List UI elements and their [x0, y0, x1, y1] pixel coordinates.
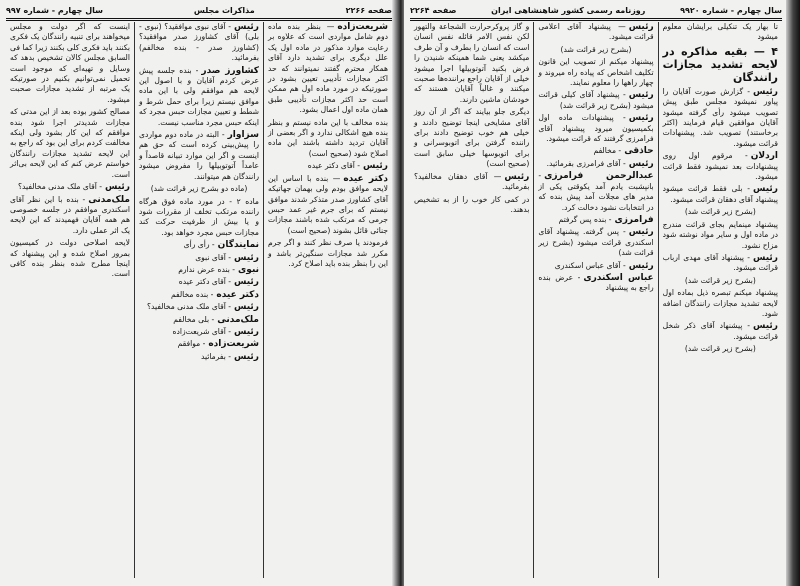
paragraph — [663, 288, 778, 319]
paragraph-text: - پیشنهادات ماده اول بکمیسیون میرود پیشنهاد آقای فرامرزی گرفتند که قرائت میشود. — [538, 113, 654, 144]
paragraph-text: (ماده دو بشرح زیر قرائت شد) — [150, 184, 248, 194]
text-column — [6, 22, 134, 578]
paragraph-text: و گاز پروکرحرارت الشجاعة والتهور لکن نفس الامر قائله نفس انسان است که انسان را بطرف و آن طرف میکشد یعنی شما همینکه شنیدن را فرض بکنید آتوتوبیلها اجرا میشود خیلی از آقایان راجع براننده‌ها صحبت میکنند و غالباً آقایان هستند که خودشان ماشین دارند. — [414, 22, 530, 104]
paragraph — [10, 22, 130, 105]
paragraph — [414, 107, 529, 169]
paragraph — [139, 66, 259, 128]
paragraph-text: دیگری جلو بیایند که اگر از آن روز آقای مشایخی اینجا توضیح دادند و خیلی هم خوب توضیح دادند برای راننده گرفتن برای اتوبوسرانی و برای اتوبوسها خیلی سابق است (صحیح است) — [414, 107, 530, 169]
speaker-name: رئیس — [234, 277, 259, 288]
page-title: مذاکرات مجلس — [193, 5, 255, 15]
newspaper-page-left — [0, 0, 398, 586]
paragraph — [663, 321, 778, 342]
speaker-name: رئیس — [753, 86, 778, 97]
paragraph — [663, 184, 778, 205]
page-header — [6, 4, 392, 21]
speaker-name: دکتر عیده — [216, 289, 259, 300]
paragraph-text: - آقای نبوی موافقید؟ (نبوی - بلی) آقای کشاورز صدر موافقید؟ (کشاورز صدر - بنده مخالفم) بفرمائید. — [139, 22, 259, 63]
issue-number: سال چهارم - شماره ۹۹۷ — [6, 5, 104, 15]
paragraph — [10, 107, 130, 180]
paragraph — [268, 161, 388, 171]
paragraph-text: - بنده عرض ندارم — [178, 264, 236, 274]
paragraph-text: (بشرح زیر قرائت شد) — [684, 344, 756, 354]
paragraph-text: - عرض بنده راجع به پیشنهاد — [538, 272, 654, 293]
speaker-name: نمایندگان — [217, 240, 259, 251]
paragraph — [538, 261, 653, 271]
text-column — [134, 22, 263, 578]
paragraph-text: - رأی رأی — [183, 240, 215, 250]
paragraph-text: - پیشنهاد آقای ذکر شخل قرائت میشود. — [662, 321, 778, 341]
paragraph — [10, 195, 130, 237]
paragraph — [663, 151, 778, 182]
paragraph — [538, 146, 653, 156]
paragraph-text: - آقای دکتر عیده — [178, 277, 232, 287]
speaker-name: رئیس — [504, 171, 530, 182]
speaker-name: عباس اسکندری — [583, 272, 654, 283]
paragraph — [268, 174, 388, 236]
page-edge-shadow — [786, 0, 800, 586]
paragraph — [139, 302, 259, 312]
paragraph — [139, 130, 259, 182]
paragraph-text: ۴ — بقیه مذاکره در لایحه تشدید مجازات رانندگان — [662, 44, 778, 84]
paragraph — [414, 195, 529, 216]
paragraph-text: فرمودند یا صرف نظر کنند و اگر جرم مکرر شد مجازات سنگین‌تر باشد و این را بنظر بنده باید اصلاح کرد. — [268, 238, 388, 268]
paragraph-text: (بشرح زیر قرائت شد) — [560, 44, 632, 54]
paragraph — [538, 90, 653, 111]
paragraph — [663, 220, 778, 251]
paragraph — [139, 240, 259, 250]
speaker-name: سزاوار — [227, 130, 259, 141]
paragraph — [663, 344, 778, 354]
speaker-name: رئیس — [753, 321, 778, 332]
paragraph — [538, 215, 653, 225]
paragraph-text: - آقای دکتر عیده — [307, 161, 361, 171]
speaker-name: کشاورز صدر — [201, 65, 259, 76]
paragraph-text: — بنظر بنده ماده دوم شامل مواردی است که علاوه بر رعایت موارد مذکور در ماده اول یک علل دیگری برای تشدید دارد آقای همکار محترم گفتند نمیتوانند که حد اکثر مجازات تأدیبی تعیین بشود در صورتیکه در مورد ماده اول هم ممکن است حد اکثر مجازات تأدیبی طبق همان ماده اول اعمال بشود. — [268, 22, 388, 115]
paragraph-text: لایحه اصلاحی دولت در کمیسیون بمرور اصلاح شده و این پیشنهاد که اینجا مطرح شده بنظر بنده کافی است. — [10, 238, 130, 279]
paragraph — [538, 159, 653, 169]
section-heading — [663, 45, 778, 84]
paragraph — [139, 277, 259, 287]
paragraph-text: - بفرمائید — [200, 351, 232, 361]
paragraph-text: - گزارش صورت آقایان را پیاور نمیشود مجلس طبق پیش تصویب میشود رأی گرفته میشود آقایان موافقین قیام فرمایند (اکثر برخاستند) تصویب شد. پیشنهادات قرائت میشود. — [662, 86, 778, 148]
paragraph-text: پیشنهاد مینمایم بجای قرائت مندرج در ماده اول و سایر مواد نوشته شود مزاح نشود. — [662, 219, 778, 250]
paragraph-text: - بلی فقط قرائت میشود پیشنهاد آقای دهقان قرائت میشود. — [662, 184, 778, 204]
speaker-name: رئیس — [234, 22, 259, 32]
paragraph-text: - بنده با این نظر آقای اسکندری موافقم در جلسه خصوصی هم همه آقایان فهمیدند که این لایحه یک اثر عملی دارد. — [10, 194, 130, 235]
speaker-name: رئیس — [628, 227, 654, 238]
paragraph-text: - پس گرفته. پیشنهاد آقای اسکندری قرائت میشود (بشرح زیر قرائت شد) — [538, 227, 654, 258]
speaker-name: اردلان — [750, 151, 778, 162]
paragraph — [414, 22, 529, 105]
paragraph — [139, 253, 259, 263]
paragraph-text: اینست که اگر دولت و مجلس میخواهند برای تنبیه رانندگان یک فکری بکنند باید فکری کلی بکنند زیرا کما فی السابق مجلس کالان تشخیص بدهد که وسایل و تهیه‌ای که موجود است تحمیل نمی‌توانیم بکنیم در صورتیکه یک مرتبه از تشدید مجازات صحبت میشود. — [10, 22, 130, 104]
paragraph — [538, 57, 653, 88]
paragraph-text: — بنده با اساس این لایحه موافق بودم ولی بهمان جهاتیکه آقای کشاورز صدر متذکر شدند موافق نیستم که برای جرم غیر عمد حبس جرمی که مرتکب شده باشند مجازات جنائی قائل بشوند (صحیح است) — [268, 173, 388, 235]
speaker-name: رئیس — [628, 113, 654, 124]
paragraph-text: (بشرح زیر قرائت شد) — [684, 207, 756, 217]
speaker-name: رئیس — [628, 90, 654, 101]
speaker-name: رئیس — [363, 161, 388, 172]
paragraph — [663, 207, 778, 217]
paragraph — [139, 265, 259, 275]
paragraph-text: ماده ۲ - در مورد ماده فوق هرگاه راننده مرتکب تخلف از مقررات شود و یا بیش از ظرفیت حرکت کند مجازات حبس مجرد خواهد بود. — [139, 196, 259, 237]
paragraph — [268, 118, 388, 160]
newspaper-page-right — [404, 0, 788, 586]
paragraph-text: - آقای ملک مدنی مخالفید؟ — [18, 182, 103, 192]
page-number: صفحه ۲۲۶۴ — [410, 5, 457, 15]
paragraph-text: - پیشنهاد آقای کیلی قرائت میشود (بشرح زیر قرائت شد) — [538, 90, 654, 110]
column-container — [6, 22, 392, 578]
paragraph — [139, 315, 259, 325]
speaker-name: نبوی — [238, 264, 259, 275]
paragraph — [538, 171, 653, 213]
paragraph — [538, 22, 653, 43]
paragraph — [139, 290, 259, 300]
paragraph-text: - آقای نبوی — [195, 252, 232, 262]
paragraph-text: پیشنهاد میکنم تبصره ذیل بماده اول لایحه تشدید مجازات رانندگان اضافه شود. — [662, 288, 778, 318]
paragraph-text: - بنده جلسه پیش عرض کردم آقایان و با اصول این لایحه هم موافقم ولی با این ماده موافق نیستم زیرا برای حمل شرط و شطط و تعیین مجازات حبس مجرد که اینکه حبس مجرد مناسب نیست. — [139, 65, 259, 127]
paragraph-text: در کمی کار خوب را از به تشخیص بدهند. — [414, 194, 530, 214]
paragraph — [139, 352, 259, 362]
speaker-name: رئیس — [234, 302, 259, 313]
speaker-name: رئیس — [105, 182, 130, 193]
page-title: روزنامه رسمی کشور شاهنشاهی ایران — [491, 5, 646, 15]
paragraph-text: - موافقم — [177, 339, 206, 349]
paragraph — [10, 182, 130, 192]
page-number: صفحه ۲۲۶۶ — [345, 5, 392, 15]
column-container — [410, 22, 782, 578]
speaker-name: رئیس — [628, 22, 654, 32]
paragraph-text: مصالح کشور بوده بعد از این مدتی که مجازات شدیدتر اجرا شود بنده موافقم که این کار بشود ولی اینکه مخالفت کردم برای این بود که راجع به این لایحه تشدید مجازات رانندگان خواستم عرض کنم که این لایحه بی‌اثر است. — [10, 107, 130, 179]
paragraph — [538, 227, 653, 258]
paragraph — [268, 238, 388, 269]
paragraph — [139, 327, 259, 337]
speaker-name: رئیس — [234, 326, 259, 337]
paragraph-text: - آقای عباس اسکندری — [554, 260, 626, 270]
speaker-name: ملک‌مدنی — [88, 194, 130, 205]
speaker-name: شریعت‌زاده — [208, 339, 259, 350]
text-column — [658, 22, 782, 578]
speaker-name: عبدالرحمن فرامرزی — [544, 171, 654, 182]
speaker-name: رئیس — [628, 158, 654, 169]
paragraph-text: - البته در ماده دوم مواردی را پیش‌بینی کرده است که حق هم اینست و اگر این موارد تبیانه قاصداً و عامداً آتوتوبیلها را مفروض میشود رانندگان هم میتوانند. — [139, 130, 259, 181]
speaker-name: رئیس — [234, 252, 259, 263]
speaker-name: رئیس — [753, 252, 778, 263]
paragraph — [414, 172, 529, 193]
paragraph — [538, 273, 653, 294]
paragraph — [538, 45, 653, 55]
paragraph — [10, 238, 130, 280]
paragraph — [139, 197, 259, 239]
text-column — [410, 22, 533, 578]
speaker-name: رئیس — [753, 184, 778, 195]
paragraph-text: پیشنهاد میکنم از تصویب این قانون تکلیف اشخاص که پیاده راه میروند و چهار راهها را معلوم نمایند. — [538, 57, 654, 88]
paragraph-text: تا بهار یک تنکیلی برایشان معلوم میشود — [662, 22, 778, 42]
paragraph — [139, 339, 259, 349]
paragraph — [663, 22, 778, 43]
paragraph-text: - مرقوم اول روی پیشنهادات بعد نمیشود فقط قرائت میشود. — [662, 151, 778, 182]
speaker-name: رئیس — [628, 260, 654, 271]
paragraph — [663, 276, 778, 286]
paragraph — [663, 253, 778, 274]
text-column — [533, 22, 657, 578]
paragraph-text: - مخالفم — [593, 146, 622, 156]
paragraph — [538, 113, 653, 144]
paragraph-text: - پیشنهاد آقای مهدی ارباب قرائت میشود. — [662, 252, 778, 273]
paragraph-text: - آقای فرامرزی بفرمائید. — [546, 158, 626, 168]
paragraph — [139, 22, 259, 64]
page-header — [410, 4, 782, 21]
paragraph-text: - بنده مخالفم — [170, 289, 214, 299]
paragraph — [139, 184, 259, 194]
paragraph — [663, 87, 778, 149]
paragraph-text: — آقای دهقان مخالفید؟ بفرمائید. — [414, 171, 530, 192]
text-column — [263, 22, 392, 578]
paragraph-text: — پیشنهاد آقای اعلامی قرائت میشود. — [538, 22, 654, 42]
speaker-name: دکتر عیده — [343, 173, 388, 184]
speaker-name: ملک‌مدنی — [217, 314, 259, 325]
speaker-name: رئیس — [234, 351, 259, 362]
paragraph-text: (بشرح زیر قرائت شد) — [684, 275, 756, 285]
paragraph-text: - آقای شریعت‌زاده — [172, 326, 232, 336]
paragraph-text: - آقای ملک مدنی مخالفید؟ — [147, 302, 232, 312]
paragraph — [268, 22, 388, 116]
speaker-name: فرامرزی — [614, 214, 654, 225]
paragraph-text: بنده مخالف با این ماده نیستم و بنظر بنده هیچ اشکالی ندارد و اگر بعضی از آقایان تردید داشته باشند این ماده اصلاح شود (صحیح است) — [268, 117, 388, 158]
speaker-name: حاذقی — [624, 146, 654, 157]
speaker-name: شریعت‌زاده — [337, 22, 388, 32]
paragraph-text: - بنده پس گرفتم — [558, 214, 612, 224]
issue-number: سال چهارم - شماره ۹۹۲۰ — [680, 5, 782, 15]
paragraph-text: - بلی مخالفم — [173, 314, 215, 324]
paragraph-text: - بانپشبت یادم آمد یکوقتی یکی از مدیر های مجلات آمد پیش بنده که در انتخابات نشود دخالت کرد. — [538, 171, 654, 212]
